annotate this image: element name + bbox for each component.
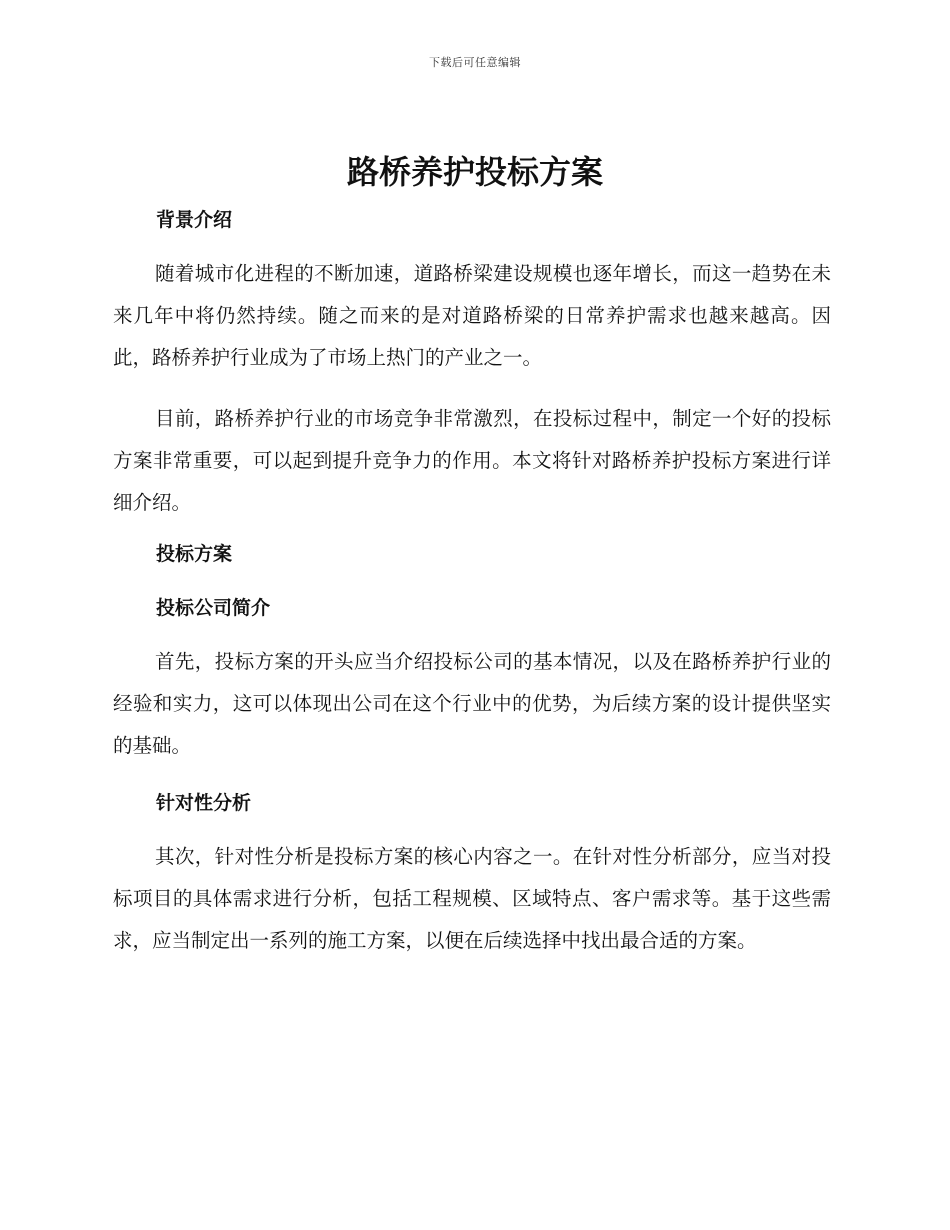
paragraph-targeted-analysis: 其次，针对性分析是投标方案的核心内容之一。在针对性分析部分，应当对投标项目的具体需求进行分析，包括工程规模、区域特点、客户需求等。基于这些需求，应当制定出一系列的施工方案，以便在后续选择中找出最合适的方案。 [113, 845, 831, 952]
document-title: 路桥养护投标方案 [346, 153, 603, 191]
paragraph-background-1: 随着城市化进程的不断加速，道路桥梁建设规模也逐年增长，而这一趋势在未来几年中将仍然持续。随之而来的是对道路桥梁的日常养护需求也越来越高。因此，路桥养护行业成为了市场上热门的产业之一。 [113, 262, 831, 369]
section-heading-background: 背景介绍 [156, 209, 233, 231]
paragraph-company-intro: 首先，投标方案的开头应当介绍投标公司的基本情况，以及在路桥养护行业的经验和实力，这可以体现出公司在这个行业中的优势，为后续方案的设计提供坚实的基础。 [113, 650, 831, 757]
section-heading-company-intro: 投标公司简介 [156, 597, 271, 619]
page-header-note: 下载后可任意编辑 [429, 56, 521, 69]
section-heading-targeted-analysis: 针对性分析 [156, 792, 252, 814]
paragraph-background-2: 目前，路桥养护行业的市场竞争非常激烈，在投标过程中，制定一个好的投标方案非常重要，可以起到提升竞争力的作用。本文将针对路桥养护投标方案进行详细介绍。 [113, 407, 831, 514]
section-heading-bid-plan: 投标方案 [156, 543, 233, 565]
